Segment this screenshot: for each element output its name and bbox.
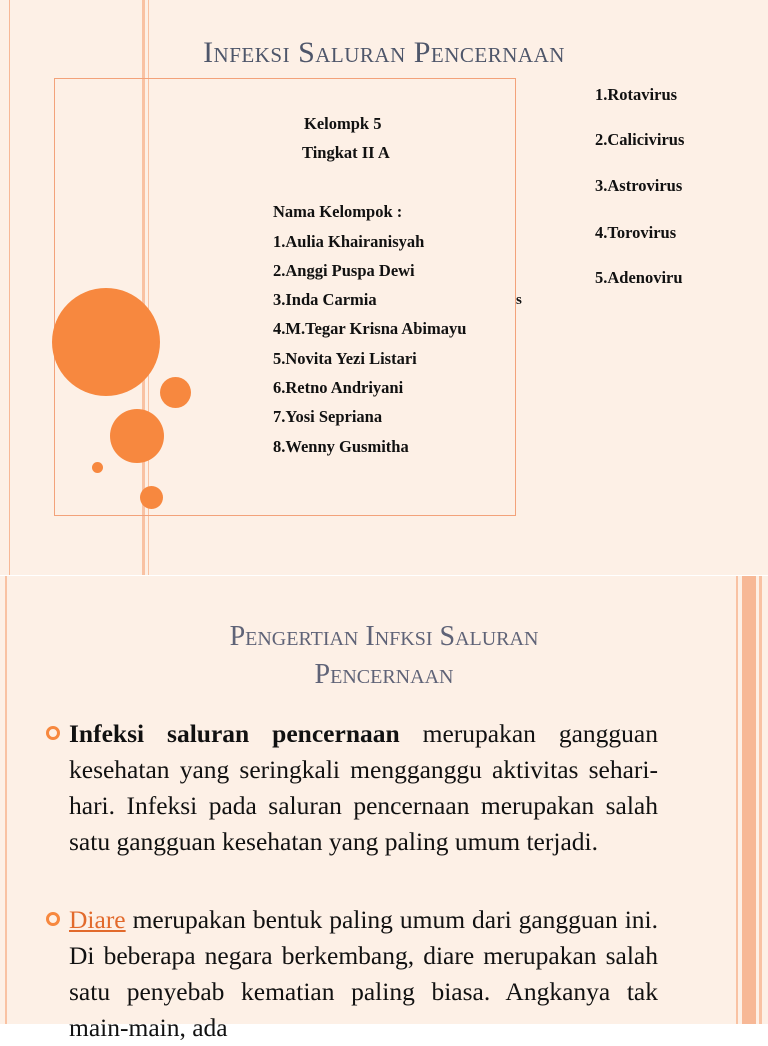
- virus-item: 1.Rotavirus: [595, 85, 678, 104]
- member-item: 3.Inda Carmia: [273, 290, 377, 309]
- bullet-text: merupakan bentuk paling umum dari gangguan ini. Di beberapa negara berkembang, diare merupakan salah satu penyebab kematian paling biasa. Angkanya tak main-main, ada: [69, 905, 658, 1042]
- group-label: Kelompk 5: [304, 114, 382, 133]
- member-item: 2.Anggi Puspa Dewi: [273, 261, 415, 280]
- slide-2: [0, 576, 768, 1042]
- member-item: 7.Yosi Sepriana: [273, 407, 383, 426]
- decor-circle: [52, 288, 160, 396]
- member-item: 1.Aulia Khairanisyah: [273, 232, 425, 251]
- decor-circle: [140, 486, 163, 509]
- slide-2-title: [0, 618, 768, 694]
- bullet-text: merupakan gangguan kesehatan yang seringkali mengganggu aktivitas sehari-hari. Infeksi pada saluran pencernaan merupakan salah satu gangguan kesehatan yang paling umum terjadi.: [69, 719, 658, 856]
- virus-item: 4.Torovirus: [595, 223, 677, 242]
- bold-term: Infeksi saluran pencernaan: [69, 719, 400, 748]
- slide-1-title: Infeksi Saluran Pencernaan: [203, 36, 565, 69]
- level-label: Tingkat II A: [302, 143, 390, 162]
- diare-link[interactable]: Diare: [69, 905, 126, 934]
- stray-letter: s: [516, 292, 522, 308]
- bullet-icon: [46, 726, 60, 740]
- decor-circle: [110, 409, 164, 463]
- title-line: Pencernaan: [314, 659, 454, 690]
- member-item: 4.M.Tegar Krisna Abimayu: [273, 319, 467, 338]
- virus-item: 3.Astrovirus: [595, 176, 683, 195]
- member-item: 8.Wenny Gusmitha: [273, 437, 409, 456]
- title-line: Pengertian Infksi Saluran: [229, 621, 539, 652]
- decor-circle: [92, 462, 103, 473]
- member-item: 6.Retno Andriyani: [273, 378, 404, 397]
- decor-line: [9, 0, 10, 575]
- bullet-item: [46, 716, 658, 860]
- decor-circle: [160, 377, 191, 408]
- bullet-item: [46, 902, 658, 1046]
- virus-item: 2.Calicivirus: [595, 130, 685, 149]
- members-heading: Nama Kelompok :: [273, 202, 403, 221]
- bullet-icon: [46, 912, 60, 926]
- member-item: 5.Novita Yezi Listari: [273, 349, 417, 368]
- virus-item: 5.Adenoviru: [595, 268, 683, 287]
